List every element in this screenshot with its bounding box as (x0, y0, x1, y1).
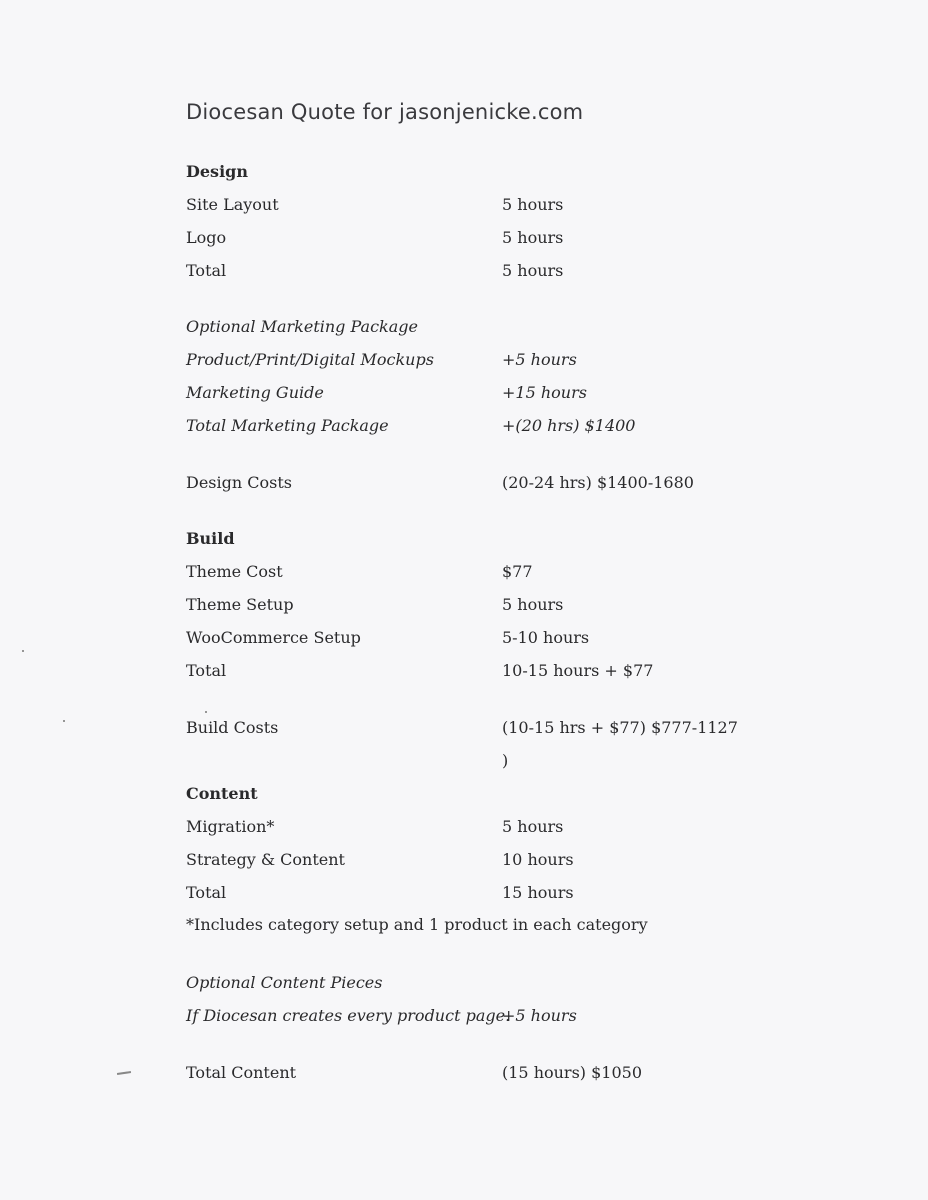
item-label: Total (186, 261, 227, 280)
build-costs-continuation (186, 751, 746, 781)
line-item (186, 850, 746, 880)
item-label: If Diocesan creates every product page. (186, 1006, 511, 1025)
build-heading (186, 529, 746, 559)
design-heading (186, 162, 746, 192)
line-item (186, 1006, 746, 1036)
item-value: +5 hours (502, 350, 577, 369)
scan-speck (63, 720, 65, 722)
line-item-total (186, 661, 746, 691)
section-heading: Content (186, 784, 258, 803)
item-value: 5 hours (502, 595, 564, 614)
item-label: Total Content (186, 1063, 297, 1082)
item-label: WooCommerce Setup (186, 628, 361, 647)
line-item (186, 350, 746, 380)
line-item (186, 228, 746, 258)
item-label: Total (186, 883, 227, 902)
item-label: Logo (186, 228, 227, 247)
item-value: (10-15 hrs + $77) $777-1127 (502, 718, 738, 737)
item-value: 5 hours (502, 817, 564, 836)
item-label: Build Costs (186, 718, 279, 737)
item-value: 5-10 hours (502, 628, 590, 647)
section-heading: Build (186, 529, 235, 548)
item-value: 10-15 hours + $77 (502, 661, 654, 680)
item-value-continuation: ) (502, 751, 509, 770)
item-value: 5 hours (502, 261, 564, 280)
item-value: (15 hours) $1050 (502, 1063, 643, 1082)
item-value: +5 hours (502, 1006, 577, 1025)
content-heading (186, 784, 746, 814)
scan-mark (117, 1071, 131, 1075)
section-heading: Design (186, 162, 248, 181)
item-label: Total (186, 661, 227, 680)
line-item (186, 195, 746, 225)
subsection-heading: Optional Marketing Package (186, 317, 418, 336)
subsection-heading: Optional Content Pieces (186, 973, 383, 992)
item-value: +15 hours (502, 383, 587, 402)
line-item (186, 562, 746, 592)
line-item (186, 628, 746, 658)
optional-content-heading (186, 973, 746, 1003)
item-value: 5 hours (502, 195, 564, 214)
document-title: Diocesan Quote for jasonjenicke.com (186, 100, 584, 124)
item-label: Design Costs (186, 473, 292, 492)
item-value: 15 hours (502, 883, 574, 902)
total-content-row (186, 1063, 746, 1093)
item-value: +(20 hrs) $1400 (502, 416, 636, 435)
build-costs-row (186, 718, 746, 748)
line-item (186, 817, 746, 847)
line-item (186, 383, 746, 413)
line-item-total (186, 261, 746, 291)
line-item-total (186, 416, 746, 446)
scan-speck (205, 711, 207, 713)
marketing-heading (186, 317, 746, 347)
item-label: Total Marketing Package (186, 416, 389, 435)
item-value: $77 (502, 562, 533, 581)
line-item-total (186, 883, 746, 913)
scan-speck (22, 650, 24, 652)
item-label: Theme Cost (186, 562, 283, 581)
design-costs-row (186, 473, 746, 503)
item-label: Marketing Guide (186, 383, 324, 402)
item-label: Strategy & Content (186, 850, 345, 869)
item-label: Migration* (186, 817, 275, 836)
item-value: (20-24 hrs) $1400-1680 (502, 473, 694, 492)
item-label: Theme Setup (186, 595, 294, 614)
footnote: *Includes category setup and 1 product in each category (186, 915, 648, 934)
line-item (186, 595, 746, 625)
item-label: Product/Print/Digital Mockups (186, 350, 434, 369)
item-label: Site Layout (186, 195, 279, 214)
item-value: 10 hours (502, 850, 574, 869)
item-value: 5 hours (502, 228, 564, 247)
